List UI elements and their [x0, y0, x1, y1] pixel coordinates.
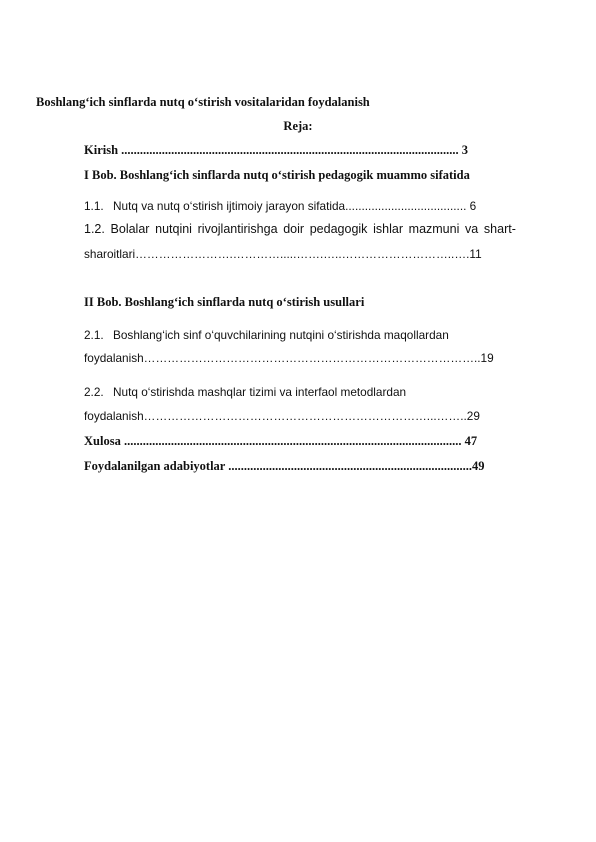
toc-entry-text: Boshlang‘ich sinf o‘quvchilarining nutqini o‘stirishda maqollardan: [113, 328, 449, 342]
toc-chapter-1-heading: I Bob. Boshlang‘ich sinflarda nutq o‘stirish pedagogik muammo sifatida: [84, 168, 470, 182]
toc-entry-text: Nutq va nutq o‘stirish ijtimoiy jarayon sifatida..................................... 6: [113, 199, 477, 213]
toc-entry-2-2-continuation: foydalanish………………………………………………………………...……..29: [84, 409, 480, 423]
toc-word: Bolalar: [110, 222, 150, 236]
toc-entry-number: 2.2.: [84, 385, 104, 399]
toc-word: ishlar: [373, 222, 403, 236]
toc-entry-2-1-continuation: foydalanish…………………………………………………………………………..19: [84, 351, 494, 365]
toc-entry-1-2-continuation: sharoitlari…………………….………….....…….…..………………………..….11: [84, 247, 482, 261]
toc-entry-kirish: Kirish ............................................................................................................ 3: [84, 143, 469, 157]
plan-heading: Reja:: [283, 119, 313, 133]
toc-entry-1-1: [84, 199, 476, 214]
toc-word: mazmuni: [408, 222, 460, 236]
toc-entry-text: Nutq o‘stirishda mashqlar tizimi va interfaol metodlardan: [113, 385, 407, 399]
toc-word: pedagogik: [309, 222, 368, 236]
toc-entry-2-2: [84, 385, 406, 400]
toc-word: doir: [283, 222, 305, 236]
toc-entry-number: 1.1.: [84, 199, 104, 213]
document-title: Boshlang‘ich sinflarda nutq o‘stirish vositalaridan foydalanish: [36, 95, 370, 109]
toc-entry-adabiyotlar: Foydalanilgan adabiyotlar ..............................................................................49: [84, 459, 485, 473]
toc-chapter-2-heading: II Bob. Boshlang‘ich sinflarda nutq o‘stirish usullari: [84, 295, 365, 309]
toc-word: shart-: [483, 222, 516, 236]
toc-word: rivojlantirishga: [197, 222, 278, 236]
toc-entry-number: 1.2.: [84, 222, 105, 236]
toc-word: va: [465, 222, 479, 236]
toc-entry-number: 2.1.: [84, 328, 104, 342]
toc-entry-1-2: [84, 222, 516, 237]
toc-entry-2-1: [84, 328, 449, 343]
toc-entry-xulosa: Xulosa ............................................................................................................ 47: [84, 434, 478, 448]
toc-word: nutqini: [155, 222, 192, 236]
